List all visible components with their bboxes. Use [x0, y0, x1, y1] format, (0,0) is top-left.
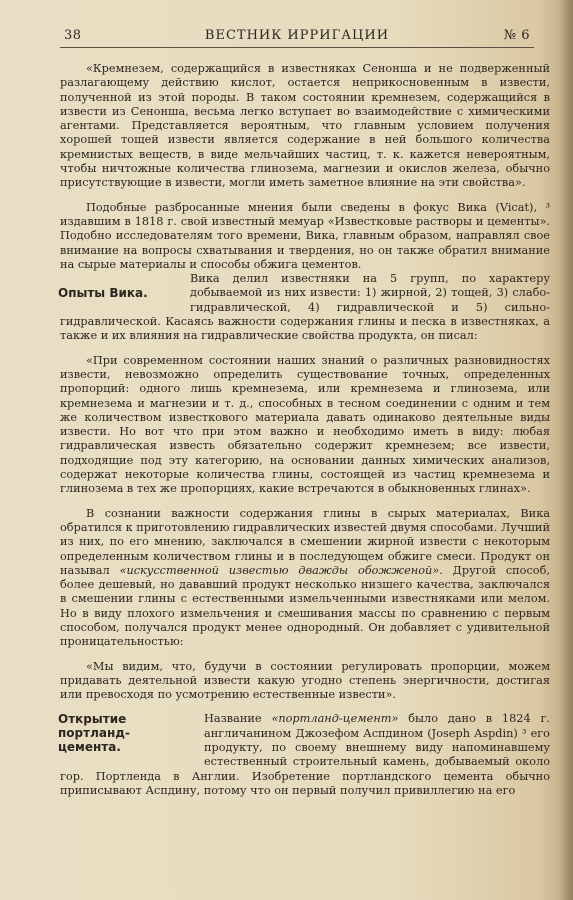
book-spine-shadow — [559, 0, 573, 900]
paragraph-vicat-methods: В сознании важности содержания глины в сырых материалах, Вика обратился к приготовлению гидравлических известей двумя способами. Лучший из них, по его мнению, заключался в смешении жирной извести с некоторым определенным количеством глины и в последующем обжиге смеси. Продукт он называл «искусственной известью дважды обожженой». Другой способ, более дешевый, но дававший продукт несколько низшего качества, заключался в смешении глины с естественными измельченными известняками или мелом. Но в виду плохого измельчения и смешивания массы по сравнению с первым способом, получался продукт менее однородный. Он добавляет с удивительной проницательностью: — [60, 506, 551, 649]
section-heading-vicat: Опыты Вика. — [58, 286, 148, 301]
emphasis-artificial-lime: «искусственной известью дважды обожженой» — [119, 563, 440, 577]
quote-paragraph-3: «Мы видим, что, будучи в состоянии регулировать пропорции, можем придавать деятельной извести какую угодно степень энергичности, достигая или превосходя по усмотрению естественные извести». — [60, 659, 550, 702]
paragraph-vicat-groups: Вика делил известняки на 5 групп, по характеру добываемой из них извести: 1) жирной, 2) тощей, 3) слабо-гидравлической, 4) гидравлической и 5) сильно-гидравлической. Касаясь важности содержания глины и песка в известняках, а также и их влияния на гидравлические свойства продукта, он писал: — [60, 272, 550, 343]
header-rule — [60, 47, 534, 48]
section-vicat — [60, 272, 550, 343]
paragraph-vicat-intro: Подобные разбросанные мнения были сведены в фокус Вика (Vicat), ³ издавшим в 1818 г. свой известный мемуар «Известковые растворы и цементы». Подобно исследователям того времени, Вика, главным образом, направлял свое внимание на вопросы схватывания и твердения, но он также обратил внимание на сырые материалы и способы обжига цементов. — [60, 200, 550, 271]
quote-paragraph-2: «При современном состоянии наших знаний о различных разновидностях извести, невозможно определить существование точных, определенных пропорций: одного лишь кремнезема, или кремнезема и глинозема, или кремнезема и магнезии и т. д., способных в тесном соединении с одним и тем же количеством известкового материала давать одинаково деятельные виды извести. Но вот что при этом важно и необходимо иметь в виду: любая гидравлическая известь обязательно содержит кремнезем; все извести, подходящие под эту категорию, на основании данных химических анализов, содержат некоторые количества глины, состоящей из частиц кремнезема и глинозема в тех же пропорциях, какие встречаются в обыкновенных глинах». — [60, 353, 550, 496]
emphasis-portland-cement: «портланд-цемент» — [271, 712, 399, 726]
journal-title: ВЕСТНИК ИРРИГАЦИИ — [204, 28, 390, 43]
page-header — [64, 28, 530, 46]
section-portland — [60, 712, 550, 798]
page-number: 38 — [64, 28, 82, 43]
quote-paragraph-1: «Кремнезем, содержащийся в известняках Сеноншa и не подверженный разлагающему действию кислот, остается неприкосновенным в извести, полученной из этой породы. В таком состоянии кремнезем, содержащийся в извести из Сенонша, весьма легко вступает во взаимодействие с химическими агентами. Представляется вероятным, что главным условием получения хорошей тощей извести является содержание в ней большого количества кремнистых веществ, в виде мельчайших частиц, т. к. кажется невероятным, чтобы ничтожные количества глинозема, магнезии и окислов железа, обычно присутствующие в извести, могли иметь заметное влияние на эти свойства». — [60, 62, 550, 190]
issue-number: № 6 — [503, 28, 530, 43]
paragraph-portland: Название «портланд-цемент» было дано в 1824 г. англичанином Джозефом Аспдином (Joseph Aspdin) ³ его продукту, по своему внешнему виду напоминавшему естественный строительный камень, добываемый около гор. Портленда в Англии. Изобретение портландского цемента обычно приписывают Аспдину, потому что он первый получил привиллегию на его — [60, 712, 550, 797]
article-body — [60, 62, 550, 798]
section-heading-portland: Открытие портланд-цемента. — [58, 712, 130, 755]
